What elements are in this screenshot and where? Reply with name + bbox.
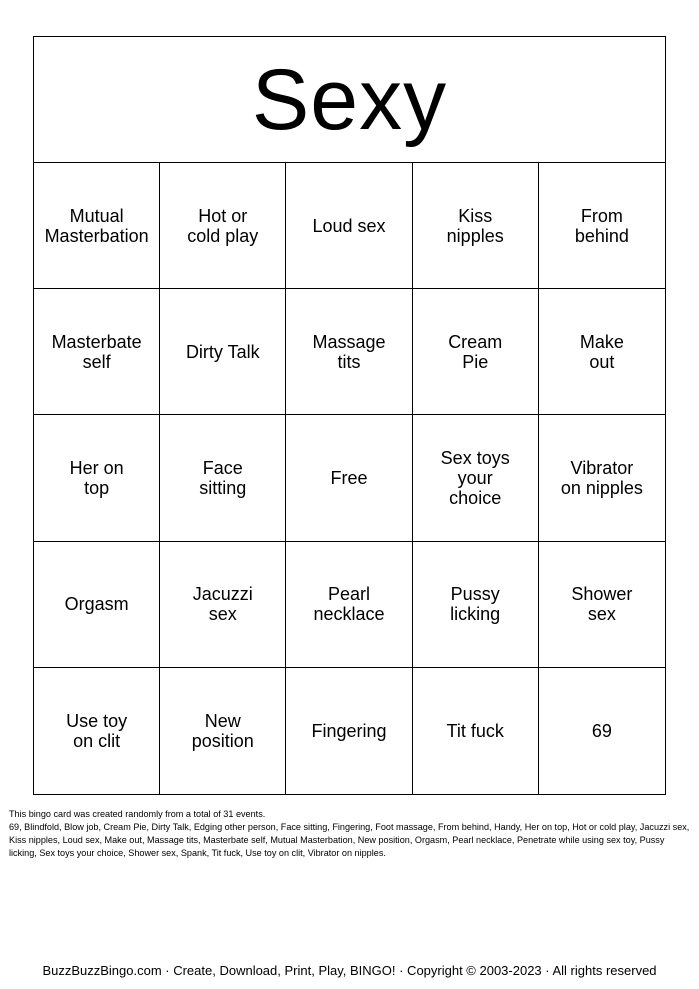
free-space-cell: Free [286, 415, 412, 541]
bingo-cell: Tit fuck [413, 668, 539, 794]
title-row [34, 37, 665, 163]
bingo-cell: Pussy licking [413, 542, 539, 668]
bingo-cell: Pearl necklace [286, 542, 412, 668]
bingo-cell: Shower sex [539, 542, 665, 668]
bingo-cell: Cream Pie [413, 289, 539, 415]
bingo-cell: Jacuzzi sex [160, 542, 286, 668]
bingo-cell: From behind [539, 163, 665, 289]
bingo-cell: Loud sex [286, 163, 412, 289]
bingo-cell: 69 [591, 720, 612, 741]
bingo-cell: Masterbate self [34, 289, 160, 415]
page-footer: BuzzBuzzBingo.com · Create, Download, Print, Play, BINGO! · Copyright © 2003-2023 · All rights reserved [42, 963, 657, 978]
bingo-cell: Orgasm [34, 542, 160, 668]
bingo-cell: Use toy on clit [34, 668, 160, 794]
bingo-cell: Dirty Talk [160, 289, 286, 415]
bingo-cell: Hot or cold play [160, 163, 286, 289]
notes-intro: This bingo card was created randomly from a total of 31 events. [9, 809, 266, 819]
bingo-cell: Vibrator on nipples [539, 415, 665, 541]
bingo-cell: Make out [539, 289, 665, 415]
notes-event-list: 69, Blindfold, Blow job, Cream Pie, Dirty Talk, Edging other person, Face sitting, Fingering, Foot massage, From behind, Handy, Her on top, Hot or cold play, Jacuzzi sex, Kiss nipples, Loud sex, Make out, Massage tits, Masterbate self, Mutual Masterbation, New position, Orgasm, Pearl necklace, Penetrate while using sex toy, Pussy licking, Sex toys your choice, Shower sex, Spank, Tit fuck, Use toy on clit, Vibrator on nipples. [9, 822, 690, 858]
bingo-cell: New position [160, 668, 286, 794]
bingo-cell: Her on top [34, 415, 160, 541]
bingo-grid [34, 163, 665, 794]
bingo-cell: Kiss nipples [413, 163, 539, 289]
bingo-cell: Fingering [286, 668, 412, 794]
card-title: Sexy [251, 51, 448, 148]
bingo-cell: Massage tits [286, 289, 412, 415]
bingo-cell: Sex toys your choice [413, 415, 539, 541]
bingo-cell: Face sitting [160, 415, 286, 541]
card-notes [9, 808, 693, 860]
bingo-card [33, 36, 666, 795]
bingo-cell: Mutual Masterbation [34, 163, 160, 289]
